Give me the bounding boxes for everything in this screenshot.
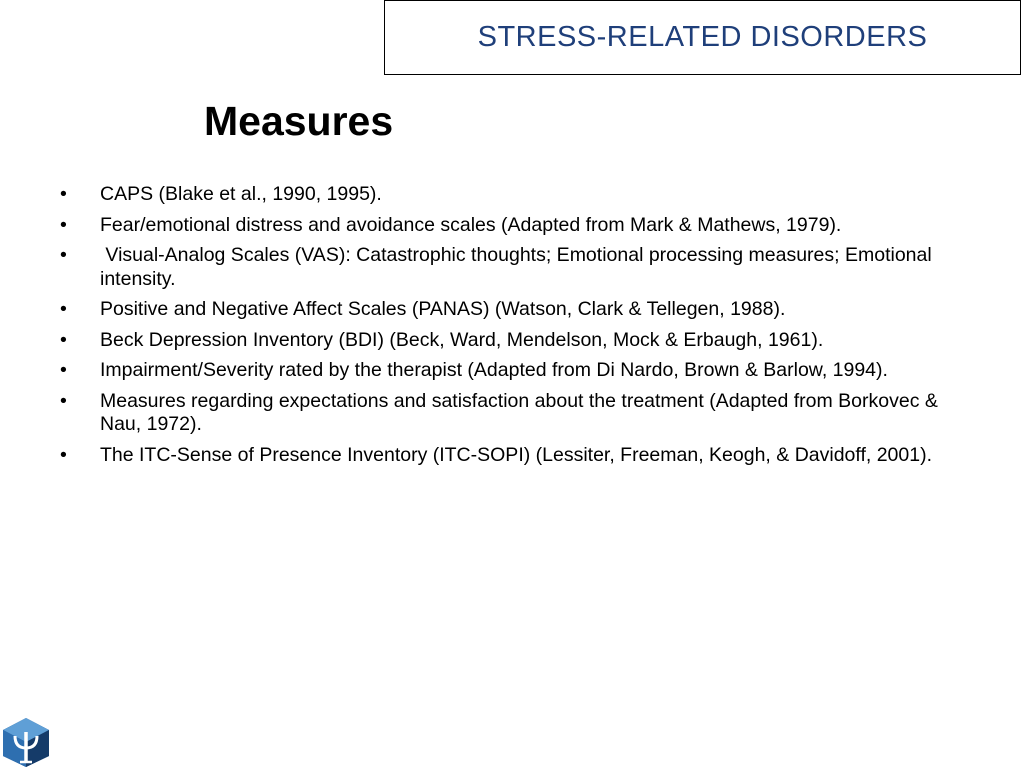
bullet-icon: • — [60, 443, 67, 466]
bullet-icon: • — [60, 359, 67, 381]
list-item-text: Impairment/Severity rated by the therapist (Adapted from Di Nardo, Brown & Barlow, 1994). — [100, 359, 888, 381]
list-item-text: Beck Depression Inventory (BDI) (Beck, Ward, Mendelson, Mock & Erbaugh, 1961). — [100, 328, 824, 351]
list-item — [60, 390, 965, 437]
bullet-icon: • — [60, 244, 67, 266]
header-banner — [384, 0, 1021, 75]
list-item-text: CAPS (Blake et al., 1990, 1995). — [100, 183, 382, 205]
list-item — [60, 444, 965, 468]
list-item — [60, 359, 965, 383]
list-item — [60, 298, 965, 322]
list-item — [60, 183, 965, 207]
psi-cube-logo-icon — [0, 716, 52, 768]
list-item-text: The ITC-Sense of Presence Inventory (ITC-SOPI) (Lessiter, Freeman, Keogh, & Davidoff, 2001). — [100, 443, 932, 466]
bullet-icon: • — [60, 328, 67, 351]
bullet-icon: • — [60, 389, 67, 412]
slide-title: Measures — [204, 98, 394, 144]
list-item-text: Fear/emotional distress and avoidance scales (Adapted from Mark & Mathews, 1979). — [100, 213, 842, 236]
list-item-text: Measures regarding expectations and satisfaction about the treatment (Adapted from Borkovec & Nau, 1972). — [100, 389, 938, 435]
list-item-text: Positive and Negative Affect Scales (PANAS) (Watson, Clark & Tellegen, 1988). — [100, 298, 786, 320]
header-title: STRESS-RELATED DISORDERS — [477, 21, 928, 53]
list-item — [60, 214, 965, 238]
list-item — [60, 244, 965, 291]
bullet-icon: • — [60, 213, 67, 236]
list-item — [60, 329, 965, 353]
bullet-icon: • — [60, 298, 67, 320]
bullet-icon: • — [60, 183, 67, 205]
list-item-text: Visual-Analog Scales (VAS): Catastrophic thoughts; Emotional processing measures; Emotional intensity. — [100, 244, 938, 290]
measures-list — [60, 183, 965, 474]
